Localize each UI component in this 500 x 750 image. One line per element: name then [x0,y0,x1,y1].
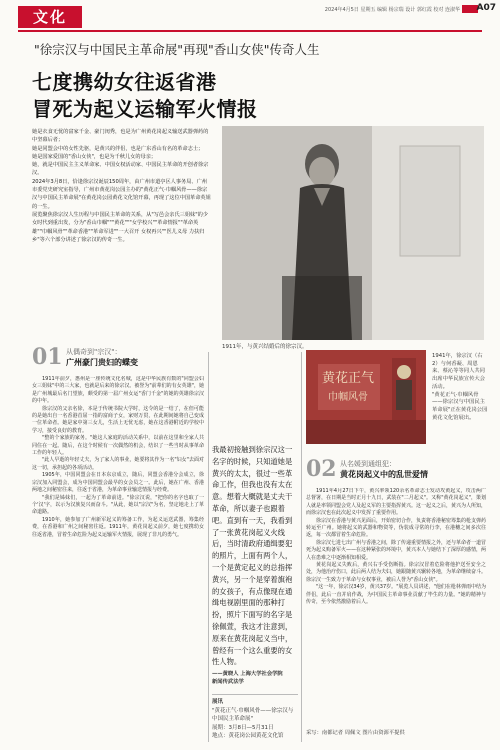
lead-paragraph: 她是衣食无忧的富家千金、豪门闺秀，也是为广州黄花岗起义输送武器弹药的中坚幕后者； [32,129,209,144]
lead-paragraph: 展览聚焦徐宗汉人生历程与中国民主革命的关系，从"写邑会亲氏三姐妹"的少女时代到重出发，分为"香山巾帼"""黄花"""女学校兴""革命情报""革命英雄""巾帼风骨""革命香港""革命军进""一大召开 女权再兴""医儿义母 力扶归乡"等六个部分讲述了徐宗汉的传奇一生。 [32,211,208,243]
lead-paragraph: 她，就是中国民主主义革命家、中国女权活动家、中国民主革命的开创者徐宗汉。 [32,162,209,177]
exhibition-dates: 展期：3月8日—5月31日 [212,724,274,731]
body-paragraph: 徐宗汉七进七出广州与香港之间，除了传递重要情报之外，还与革命者一道冒死为起义购备军火——在这种紧张的环境中，黄兴本人与她结下了深厚的感情，两人在患难之中逐渐相知相爱。 [306,539,486,561]
exhibition-photo [306,350,426,444]
exhibition-name: "黄花正气·巾帼风骨——徐宗汉与中国民主革命展" [212,707,294,722]
lead-paragraph: 2024年3月8日，恰逢徐宗汉诞辰150周年，由广州市道亭区人事务局、广州市委党史研究室指导，广州市黄花岗公园主办的"黄花正气·巾帼风骨——徐宗汉与中国民主革命展"在黄花岗公园黄花文化馆开幕，再现了这位中国革命英姐的一生。 [32,178,211,210]
section-heading [340,459,428,480]
section-number: 02 [306,456,337,482]
header-meta: 2024年4月5日 星期五 编辑 杨宗瑞 设计 郭红霞 校对 连淑华 [324,7,460,13]
section-tab: 文化 [18,6,82,28]
body-paragraph: "我们是姊妹们，一起为了革命前进。"徐宗汉说，"把你的名字也取了一个'汉'字，以示为汉族复兴而奋斗。"从此，她以"宗汉"为名，坚定地走上了革命道路。 [32,494,204,516]
body-paragraph: 1911年前夕，惠州是一座传统文化名城，这是中华民族有数的"同盟会妇女三姐妹"中的三大家，也就是后来的徐宗汉。被誉为"前辈们的有女英雄"，她是广州城最后名门望族，颇受的第一届广州女运"香门千金"的她的英雄徐宗汉的中年。 [32,376,204,405]
top-rule [18,30,482,32]
lead-paragraph: 她是同盟会中的女性先驱，是黄兴的伴侣，也是广东香山有名的革命志士； [32,145,204,152]
exhibition-venue: 地点：黄花岗公园黄花文化馆 [212,733,284,739]
section-heading-line1: 从名媛到通组犯： [340,460,396,468]
exhibit-divider [212,694,298,695]
article-title-line1: 七度携幼女往返省港 [32,70,217,94]
body-paragraph: 1911年4月27日下午，黄兴率领120余名革命志士发动攻黄起义，攻击两广总督署，在日期是当时正月十九日，武装在"二月起义"。又称"黄花岗起义"，策划人就是率领同盟会党人及起义军的主要指挥黄兴。这一起义之后，黄兴为人所知，而徐宗汉也在此次起义中发挥了重要作用。 [306,488,486,517]
caption-line: 1941年，徐宗汉（右2）与何香凝、周恩来、蔡沁等等同人共同出席中华民族宣传大会活动。 [432,353,485,390]
body-paragraph: "这一年，徐宗汉34岁，黄兴37岁。"展览人员讲述，"他们在枪林弹雨中结为伴侣，此后一直并肩作战，为中国民主革命事业贡献了毕生的力量。"她的精神与传奇，至今依然激励着后人。 [306,584,486,606]
body-paragraph: "整的个家族的家务。"她这人家庭的活动关系中，以前在这里和全家人共同住在一起。随后，在这个时候有一次偶然的机会，结识了一些当时从事革命工作的年轻人。 [32,435,204,457]
page-header [0,0,500,30]
lead-paragraph: 她是国家爱国的"香山女侠"，也是为千秋儿女的母亲； [32,153,157,160]
portrait-photo [222,126,484,340]
article-credit: 采写：南都记者 周佩文 图片由资源平提供 [306,730,405,736]
body-paragraph: 1910年，她参加了广州新军起义的筹备工作，为起义运送武器，筹集经费，在香港和广州之间秘密往返。1911年，黄花岗起义前夕，她七度携幼女往返省港，冒着生命危险为起义运输军火情报，展现了非凡的勇气。 [32,516,204,538]
section-number: 01 [32,344,63,370]
quote-author [212,670,298,686]
section-heading-line2: 广州豪门贵妇的蝶变 [66,358,138,367]
exhibition-photo-caption [432,353,488,422]
quote-author-line: ——黄晓人 上海大学社会学院 [212,671,283,677]
body-paragraph: 徐宗汉在香港与黄兴见面后，开始密切合作，负责将香港秘密筹集的枪支弹药转运至广州。她将起义的武器和物资等，伪装成寻常的行李，在港穗之间多次往返，每一次都冒着生命危险。 [306,517,486,539]
article-title-line2: 冒死为起义运输军火情报 [32,97,258,121]
column-divider [208,352,209,742]
body-paragraph: 黄花岗起义失败后，黄兴右手受伤断指。徐宗汉冒着危险将他护送至安全之处，为他治疗伤口，此后两人结为夫妇，她跟随黄兴辗转各地，为革命继续奋斗。徐宗汉一生致力于革命与女权事业，被后人誉为"香山女侠"。 [306,562,486,583]
article-subtitle: "徐宗汉与中国民主革命展"再现"香山女侠"传奇人生 [34,42,320,57]
section-heading-line1: 从偶奇到"宗汉"： [66,348,122,356]
body-paragraph: "此人早逝的年轻丈夫，为了家人的事业，她要将其作为一名"妇女"去面对这一切，承担起的各项活动。 [32,457,204,471]
page-number: A07 [476,3,496,13]
section1-body [32,376,204,740]
portrait-caption: 1911年，与黄兴结婚后的徐宗汉。 [222,344,308,350]
section2-body [306,488,486,724]
column-divider [301,352,302,742]
section-heading-line2: 黄花岗起义中的乱世爱情 [340,470,428,479]
body-paragraph: 1905年，中国同盟会在日本东京成立，随后，同盟会香港分会成立，徐宗汉加入同盟会，成为中国同盟会最早的女会员之一。此后，她在广州、香港两地之间秘密往来，往返于省港，为革命事业输送情报与经费。 [32,472,204,494]
section-heading [66,347,138,368]
article-lead [32,128,212,244]
caption-line: "黄花正气·巾帼风骨——徐宗汉与中国民主革命展"正在黄花岗公园黄花文化馆展出。 [432,391,488,421]
exhibition-label: 展讯 [212,699,224,705]
exhibition-info [212,698,298,741]
body-paragraph: 徐宗汉的父亲名徐，本是于传统书院大学时，这令的是一结了，在但可能的是她出自一名香港首屈一指的富商子女，家财万贯，在此期间她将自己变成一位革命者。她是家中第三女儿，生活上无忧无虑，她在这香港附近的学校中学习，接受良好的教育。 [32,405,204,434]
pull-quote: 我最初接触到徐宗汉这一名字的时候，只知道她是黄兴的太太，很过一些革命工作，但我也没有太在意。想着大概就是丈夫干革命，所以妻子也跟着吧。直到有一天，我看到了一张黄花岗起义火线后，当时清政府通缉要犯的照片，上面有两个人，一个是黄定起义的总指挥黄兴，另一个是穿着旗袍的女孩子，有点像现在通缉电视剧里面的那种打扮，照片下面写的名字是徐佩萱，我这才注意到，原来在黄花岗起义当中，曾经有一个这么重要的女性人物。 [212,445,293,667]
quote-author-line: 新闻传武法学 [212,679,244,685]
svg-text:巾帼风骨: 巾帼风骨 [328,392,368,403]
svg-text:黄花正气: 黄花正气 [322,371,375,386]
